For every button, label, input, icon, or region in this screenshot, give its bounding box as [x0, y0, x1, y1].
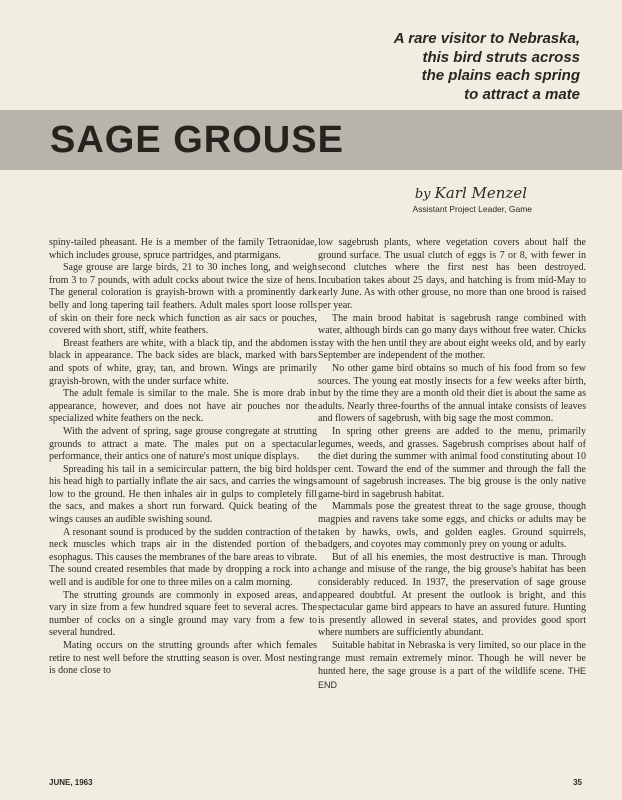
paragraph: Breast feathers are white, with a black tip, and the abdomen is black in appearance. The back sides are black, marked with bars and spots of white, gray, tan, and brown. Wings are primarily grayish-brown, with the under surface white.	[49, 337, 317, 387]
paragraph: A resonant sound is produced by the sudden contraction of the neck muscles which traps air in the distended portion of the esophagus. This causes the membranes of the bare areas to vibrate. The sound created resembles that made by dropping a rock into a well and is audible for one to three miles on a calm morning.	[49, 526, 317, 589]
paragraph: The strutting grounds are commonly in exposed areas, and vary in size from a few hundred square feet to several acres. The number of cocks on a single ground may vary from a few to several hundred.	[49, 589, 317, 639]
deck-line: to attract a mate	[464, 85, 580, 103]
author-role: Assistant Project Leader, Game	[412, 204, 532, 214]
footer-date: JUNE, 1963	[49, 778, 93, 787]
author-name: Karl Menzel	[434, 184, 527, 202]
paragraph: No other game bird obtains so much of his food from so few sources. The young eat mostly insects for a few weeks after birth, but by the time they are a month old their diet is about the same as adults. Nearly three-fourths of the annual intake consists of leaves and flowers of sagebrush, with big sage the most common.	[318, 362, 586, 425]
paragraph-final	[318, 640, 586, 692]
deck-line: the plains each spring	[421, 67, 580, 84]
paragraph: The adult female is similar to the male. She is more drab in appearance, however, and does not have air pouches nor the specialized white feathers on the neck.	[49, 388, 317, 425]
page-number: 35	[573, 778, 582, 787]
paragraph: spiny-tailed pheasant. He is a member of the family Tetraonidae, which includes grouse, spruce partridges, and ptarmigans.	[49, 237, 317, 261]
paragraph: The main brood habitat is sagebrush range combined with water, although birds can go many days without free water. Chicks stay with the hen until they are about eight weeks old, and by early September are independent of the mother.	[318, 312, 586, 362]
paragraph: low sagebrush plants, where vegetation covers about half the ground surface. The usual clutch of eggs is 7 or 8, with fewer in second clutches where the first nest has been destroyed. Incubation takes about 25 days, and hatching is from mid-May to early June. As with other grouse, no more than one brood is raised per year.	[318, 237, 586, 311]
deck-line: this bird struts across	[422, 48, 580, 66]
paragraph: Sage grouse are large birds, 21 to 30 inches long, and weigh from 3 to 7 pounds, with adult cocks about twice the size of hens. The general coloration is grayish-brown with a prominently dark belly and long tapering tail feathers. Adult males sport loose rolls of skin on their fore neck which function as air sacs or pouches, covered with short, stiff, white feathers.	[49, 262, 317, 337]
end-mark: THE END	[318, 666, 586, 690]
paragraph: But of all his enemies, the most destructive is man. Through change and misuse of the range, the big grouse's habitat has been considerably reduced. In 1937, the preservation of sage grouse appeared doubtful. At present the outlook is bright, and this spectacular game bird appears to have an assured future. Hunting is presently allowed in several states, and provides good sport where numbers are sufficiently abundant.	[318, 551, 586, 639]
byline	[415, 184, 527, 202]
paragraph: Mammals pose the greatest threat to the sage grouse, though magpies and ravens take some eggs, and chicks or adults may be taken by hawks, owls, and golden eagles. Ground squirrels, badgers, and coyotes may commonly prey on young or adults.	[318, 501, 586, 551]
right-column	[318, 237, 586, 692]
paragraph: In spring other greens are added to the menu, primarily legumes, weeds, and grasses. Sagebrush comprises about half of the diet during the summer with animal food constituting about 10 per cent. Toward the end of the summer and through the fall the amount of sagebrush increases. The big grouse is the only native game-bird in sagebrush habitat.	[318, 425, 586, 500]
left-column	[49, 237, 317, 678]
paragraph: With the advent of spring, sage grouse congregate at strutting grounds to attract a mate. The males put on a spectacular performance, their antics one of nature's most unique displays.	[49, 425, 317, 463]
paragraph: Mating occurs on the strutting grounds after which females retire to nest well before the strutting season is over. Most nesting is done close to	[49, 640, 317, 677]
deck-line: A rare visitor to Nebraska,	[393, 30, 580, 47]
byline-by: by	[414, 187, 431, 202]
paragraph-text: Suitable habitat in Nebraska is very limited, so our place in the range must remain extremely minor. Though he will never be hunted here, the sage grouse is a part of the wildlife scene.	[318, 640, 586, 678]
paragraph: Spreading his tail in a semicircular pattern, the big bird holds his head high to partially inflate the air sacs, and carries the wings low to the ground. He then inhales air in gulps to completely fill the sacs, and makes a short run forward. Quick beating of the wings causes an audible swishing sound.	[49, 463, 317, 526]
article-title: SAGE GROUSE	[50, 119, 344, 161]
article-deck	[280, 30, 580, 104]
